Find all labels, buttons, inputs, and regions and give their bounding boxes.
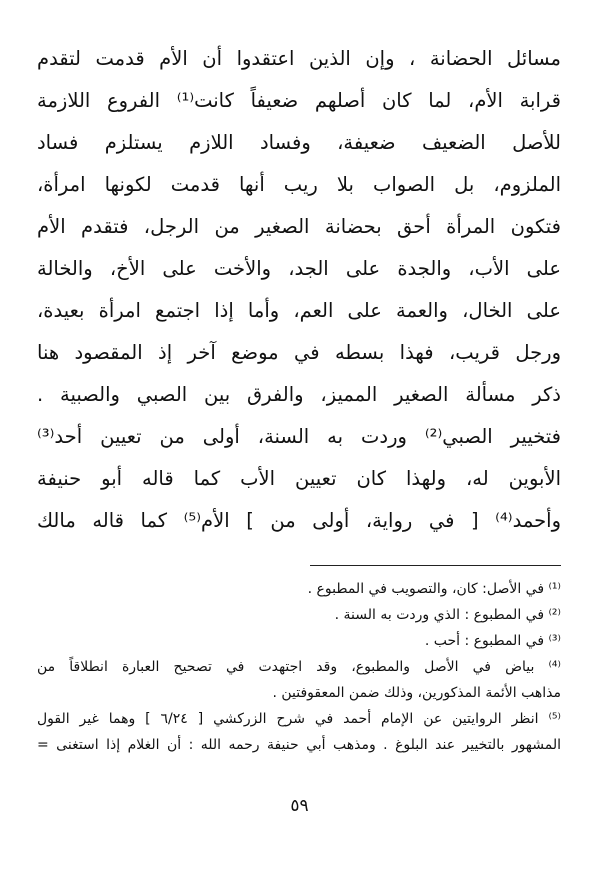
text-line: الملزوم، بل الصواب بلا ريب أنها قدمت لكونها امرأة، <box>37 173 561 196</box>
text-line: وأحمد⁽⁴⁾ [ في رواية، أولى من ] الأم⁽⁵⁾ كما قاله مالك <box>37 509 561 532</box>
footnote-line: ⁽⁴⁾ بياض في الأصل والمطبوع، وقد اجتهدت في تصحيح العبارة انطلاقاً من <box>37 659 561 675</box>
text-line: على الخال، والعمة على العم، وأما إذا اجتمع امرأة بعيدة، <box>37 299 561 322</box>
text-line: ورجل قريب، فهذا بسطه في موضع آخر إذ المقصود هنا <box>37 341 561 364</box>
text-line: الأبوين له، ولهذا كان تعيين الأب كما قاله أبو حنيفة <box>37 467 561 490</box>
text-line: فتخيير الصبي⁽²⁾ وردت به السنة، أولى من تعيين أحد⁽³⁾ <box>37 425 561 448</box>
main-text-block <box>37 38 561 542</box>
text-line: ذكر مسألة الصغير المميز، والفرق بين الصبي والصبية . <box>37 383 561 406</box>
footnotes-block <box>37 576 561 758</box>
footnote-line: ⁽³⁾ في المطبوع : أحب . <box>424 633 561 649</box>
footnote-line: المشهور بالتخيير عند البلوغ . ومذهب أبي حنيفة رحمه الله : أن الغلام إذا استغنى = <box>37 737 561 753</box>
footnote-line: ⁽²⁾ في المطبوع : الذي وردت به السنة . <box>334 607 561 623</box>
footnote-separator <box>310 565 561 566</box>
page-number: ٥٩ <box>290 796 309 816</box>
text-line: فتكون المرأة أحق بحضانة الصغير من الرجل، فتقدم الأم <box>37 215 561 238</box>
footnote-line: ⁽¹⁾ في الأصل: كان، والتصويب في المطبوع . <box>307 581 561 597</box>
text-line: للأصل الضعيف ضعيفة، وفساد اللازم يستلزم فساد <box>37 131 561 154</box>
text-line: على الأب، والجدة على الجد، والأخت على الأخ، والخالة <box>37 257 561 280</box>
footnote-line: مذاهب الأئمة المذكورين، وذلك ضمن المعقوفتين . <box>272 685 561 701</box>
footnote-line: ⁽⁵⁾ انظر الروايتين عن الإمام أحمد في شرح الزركشي [ ٦/٢٤ ] وهما غير القول <box>37 711 561 727</box>
text-line: مسائل الحضانة ، وإن الذين اعتقدوا أن الأم قدمت لتقدم <box>37 47 561 70</box>
text-line: قرابة الأم، لما كان أصلهم ضعيفاً كانت⁽¹⁾ الفروع اللازمة <box>37 89 561 112</box>
